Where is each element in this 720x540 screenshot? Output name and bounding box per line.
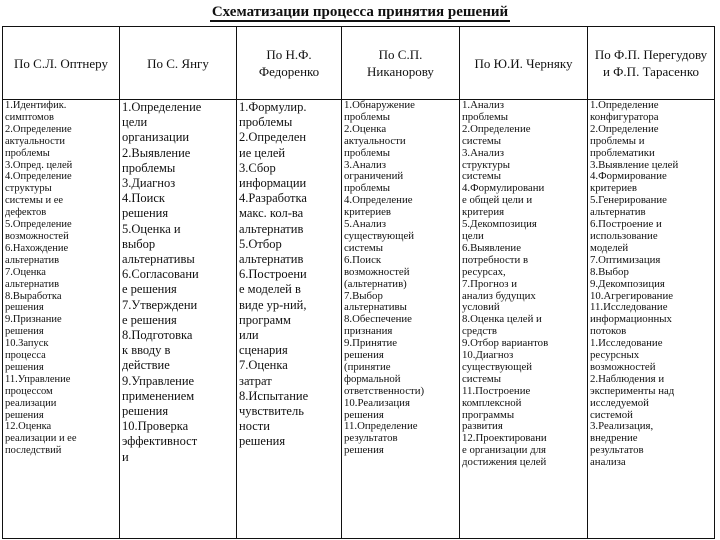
header-row xyxy=(3,27,715,100)
steps-row xyxy=(3,100,715,539)
header-fedorenko: По Н.Ф. Федоренко xyxy=(237,27,342,100)
steps-peregudov-tarasenko: 1.Определение конфигуратора 2.Определение проблемы и проблематики 3.Выявление целей 4.Формирование критериев 5.Генерирование альтернатив 6.Построение и использование моделей 7.Оптимизация 8.Выбор 9.Декомпозиция 10.Агрегирование 11.Исследование информационных потоков 1.Исследование ресурсных возможностей 2.Наблюдения и эксперименты над исследуемой системой 3.Реализация, внедрение результатов анализа xyxy=(588,100,715,539)
page-title xyxy=(0,4,720,21)
header-yang: По С. Янгу xyxy=(120,27,237,100)
title-text: Схематизации процесса принятия решений xyxy=(211,4,509,20)
steps-nikanorov: 1.Обнаружение проблемы 2.Оценка актуальности проблемы 3.Анализ ограничений проблемы 4.Определение критериев 5.Анализ существующей системы 6.Поиск возможностей (альтернатив) 7.Выбор альтернативы 8.Обеспечение признания 9.Принятие решения (принятие формальной ответственности) 10.Реализация решения 11.Определение результатов решения xyxy=(342,100,460,539)
header-peregudov-tarasenko: По Ф.П. Перегудову и Ф.П. Тарасенко xyxy=(588,27,715,100)
header-nikanorov: По С.П. Никанорову xyxy=(342,27,460,100)
steps-fedorenko: 1.Формулир. проблемы 2.Определен ие целей 3.Сбор информации 4.Разработка макс. кол-ва альтернатив 5.Отбор альтернатив 6.Построени е моделей в виде ур-ний, программ или сценария 7.Оценка затрат 8.Испытание чувствитель ности решения xyxy=(237,100,342,539)
header-optner: По С.Л. Оптнеру xyxy=(3,27,120,100)
steps-optner: 1.Идентифик. симптомов 2.Определение актуальности проблемы 3.Опред. целей 4.Определение структуры системы и ее дефектов 5.Определение возможностей 6.Нахождение альтернатив 7.Оценка альтернатив 8.Выработка решения 9.Признание решения 10.Запуск процесса решения 11.Управление процессом реализации решения 12.Оценка реализации и ее последствий xyxy=(3,100,120,539)
steps-yang: 1.Определение цели организации 2.Выявление проблемы 3.Диагноз 4.Поиск решения 5.Оценка и выбор альтернативы 6.Согласовани е решения 7.Утверждени е решения 8.Подготовка к вводу в действие 9.Управление применением решения 10.Проверка эффективност и xyxy=(120,100,237,539)
decision-process-table xyxy=(2,26,715,539)
header-chernyak: По Ю.И. Черняку xyxy=(460,27,588,100)
steps-chernyak: 1.Анализ проблемы 2.Определение системы 3.Анализ структуры системы 4.Формулировани е общей цели и критерия 5.Декомпозиция цели 6.Выявление потребности в ресурсах, 7.Прогноз и анализ будущих условий 8.Оценка целей и средств 9.Отбор вариантов 10.Диагноз существующей системы 11.Построение комплексной программы развития 12.Проектировани е организации для достижения целей xyxy=(460,100,588,539)
